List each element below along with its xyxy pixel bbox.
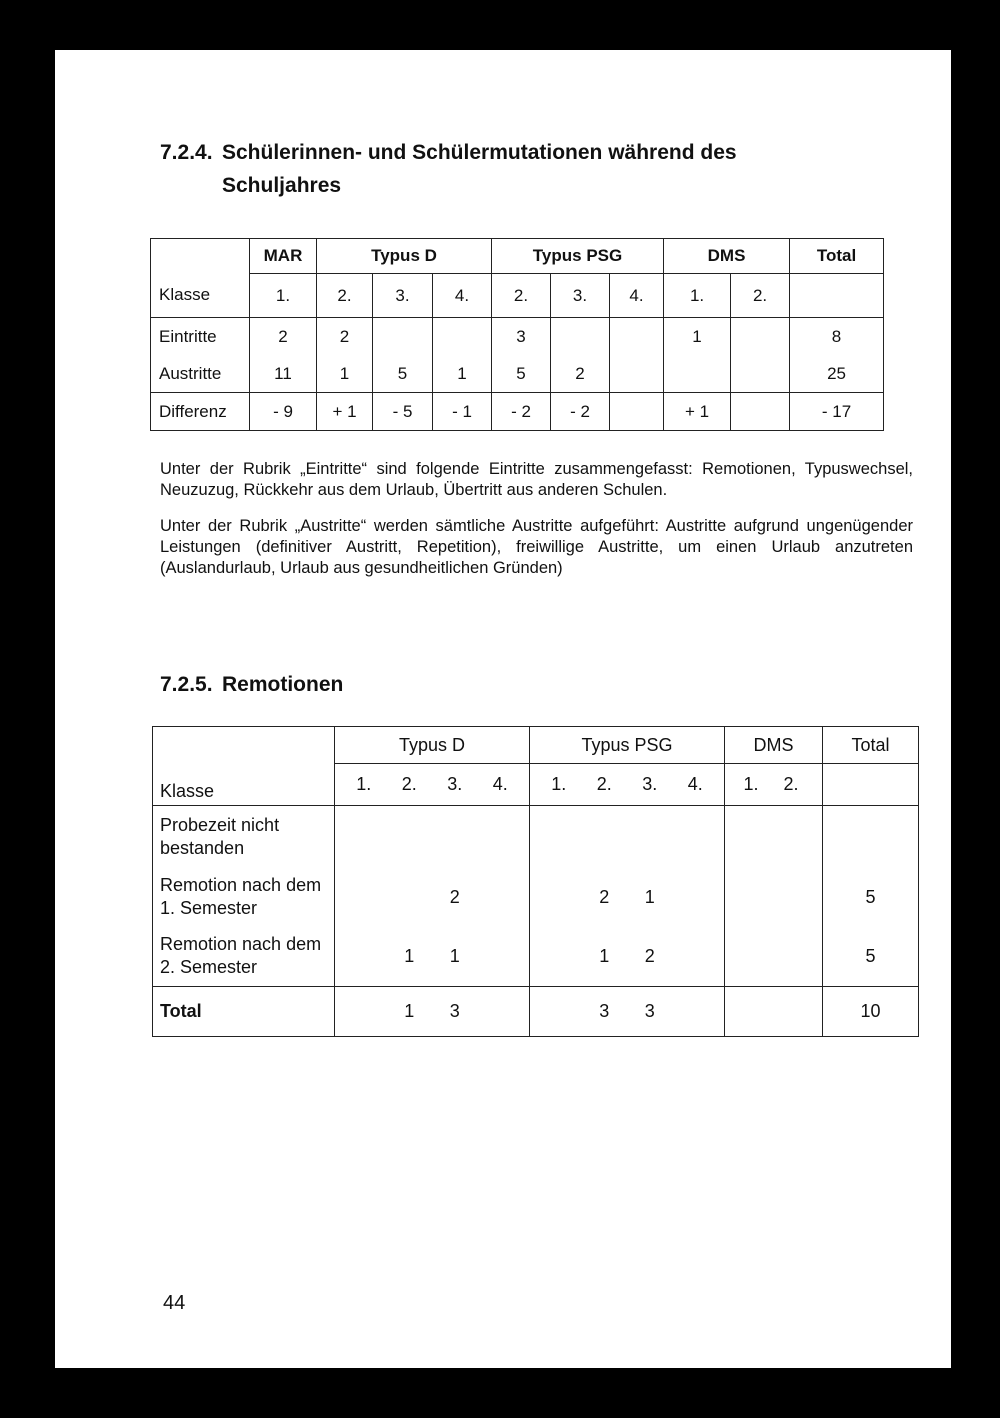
table-cell <box>539 887 579 908</box>
klasse-cell: 3. <box>642 774 658 794</box>
klasse-cell: 1. <box>250 274 317 318</box>
table-cell: 1 <box>599 945 610 966</box>
row-label: Austritte <box>151 356 250 393</box>
table-cell <box>344 887 384 908</box>
table-cell <box>373 318 433 357</box>
table-row <box>153 927 919 987</box>
klasse-label: Klasse <box>151 274 250 318</box>
table-cell: 2 <box>551 356 610 393</box>
klasse-cell: 1. <box>664 274 731 318</box>
table-cell: 25 <box>790 356 884 393</box>
row-label: Differenz <box>151 393 250 431</box>
klasse-cell: 3. <box>551 274 610 318</box>
table-cell: 3 <box>599 1001 610 1021</box>
table-cell: 5 <box>823 927 919 987</box>
klasse-cell: 1. <box>743 774 759 794</box>
row-label: Probezeit nicht bestanden <box>153 806 335 868</box>
group-header: Total <box>790 239 884 274</box>
table-cell: 1 <box>317 356 373 393</box>
table-cell <box>344 946 384 967</box>
table-cell <box>675 887 715 908</box>
table-cell <box>433 318 492 357</box>
table-row <box>153 806 919 868</box>
table-cell: 2 <box>644 945 655 966</box>
group-header: DMS <box>664 239 790 274</box>
klasse-label: Klasse <box>153 764 335 806</box>
table-cell <box>610 356 664 393</box>
section-number: 7.2.5. <box>160 673 213 696</box>
table-cell <box>539 946 579 967</box>
klasse-cell: 2. <box>596 774 612 794</box>
klasse-cell: 2. <box>783 774 799 794</box>
table-cell: 1 <box>433 356 492 393</box>
table-cell: 1 <box>404 945 415 966</box>
table-row <box>153 868 919 927</box>
group-header: Typus D <box>335 727 530 764</box>
table-cell: 1 <box>449 945 460 966</box>
table-cell: + 1 <box>664 393 731 431</box>
group-header: DMS <box>725 727 823 764</box>
table-cell: - 2 <box>551 393 610 431</box>
table-cell <box>731 318 790 357</box>
klasse-cell: 2. <box>317 274 373 318</box>
table-cell <box>675 1001 715 1022</box>
section-number: 7.2.4. <box>160 141 213 164</box>
remotionen-table <box>152 726 919 1037</box>
group-header: Typus PSG <box>530 727 725 764</box>
group-header: Typus D <box>317 239 492 274</box>
table-header-groups <box>153 727 919 764</box>
table-cell <box>610 393 664 431</box>
table-cell: 8 <box>790 318 884 357</box>
table-cell <box>823 806 919 868</box>
row-label: Eintritte <box>151 318 250 357</box>
klasse-cell: 3. <box>447 774 463 794</box>
paragraph-austritte: Unter der Rubrik „Austritte“ werden sämtliche Austritte aufgeführt: Austritte aufgrund ungenügender Leistungen (definitiver Austritt, Repetition), freiwillige Austritte, um einen Urlaub anzutreten (Auslandurlaub, Urlaub aus gesundheitlichen Gründen) <box>160 517 913 577</box>
table-cell: + 1 <box>317 393 373 431</box>
page-number: 44 <box>163 1292 186 1314</box>
table-cell <box>731 393 790 431</box>
klasse-cell: 2. <box>401 774 417 794</box>
section-heading-7-2-5 <box>160 668 343 701</box>
table-cell: 3 <box>644 1001 655 1021</box>
table-cell: - 9 <box>250 393 317 431</box>
section-title-line2: Schuljahres <box>222 174 342 197</box>
row-label: Remotion nach dem 2. Semester <box>153 927 335 987</box>
table-cell: 3 <box>492 318 551 357</box>
table-cell: 1 <box>644 886 655 907</box>
table-cell: - 5 <box>373 393 433 431</box>
table-cell: - 1 <box>433 393 492 431</box>
table-cell <box>731 356 790 393</box>
table-cell: 2 <box>250 318 317 357</box>
table-cell <box>551 318 610 357</box>
table-cell: 10 <box>823 987 919 1037</box>
table-cell: 1 <box>404 1001 415 1021</box>
table-cell: 2 <box>449 886 460 907</box>
table-cell: 3 <box>449 1001 460 1021</box>
document-page <box>55 50 951 1368</box>
klasse-cell: 4. <box>433 274 492 318</box>
table-cell: 2 <box>599 886 610 907</box>
group-header: MAR <box>250 239 317 274</box>
table-header-groups <box>151 239 884 274</box>
row-label: Total <box>153 987 335 1037</box>
table-cell <box>480 946 520 967</box>
table-cell <box>610 318 664 357</box>
table-cell: 2 <box>317 318 373 357</box>
table-cell <box>480 1001 520 1022</box>
mutations-table <box>150 238 884 431</box>
table-row <box>151 356 884 393</box>
table-row <box>151 318 884 357</box>
table-cell <box>664 356 731 393</box>
table-cell <box>539 1001 579 1022</box>
klasse-cell: 1. <box>551 774 567 794</box>
table-cell <box>480 887 520 908</box>
klasse-cell: 4. <box>687 774 703 794</box>
table-cell <box>675 946 715 967</box>
table-cell: 5 <box>823 868 919 927</box>
table-header-klassen <box>151 274 884 318</box>
klasse-cell: 4. <box>610 274 664 318</box>
klasse-cell: 2. <box>731 274 790 318</box>
table-cell: 5 <box>492 356 551 393</box>
paragraph-eintritte: Unter der Rubrik „Eintritte“ sind folgende Eintritte zusammengefasst: Remotionen, Typuswechsel, Neuzuzug, Rückkehr aus dem Urlaub, Übertritt aus anderen Schulen. <box>160 460 913 499</box>
table-row <box>151 393 884 431</box>
section-title-line1: Schülerinnen- und Schülermutationen während des <box>222 141 737 164</box>
table-cell: - 2 <box>492 393 551 431</box>
table-cell: 11 <box>250 356 317 393</box>
table-header-klassen <box>153 764 919 806</box>
group-header: Typus PSG <box>492 239 664 274</box>
table-cell: 1 <box>664 318 731 357</box>
table-cell <box>389 887 429 908</box>
table-cell: 5 <box>373 356 433 393</box>
table-cell <box>344 1001 384 1022</box>
table-cell: - 17 <box>790 393 884 431</box>
group-header: Total <box>823 727 919 764</box>
table-row-total <box>153 987 919 1037</box>
klasse-cell: 2. <box>492 274 551 318</box>
section-title: Remotionen <box>222 673 344 696</box>
klasse-cell: 4. <box>492 774 508 794</box>
row-label: Remotion nach dem 1. Semester <box>153 868 335 927</box>
section-heading-7-2-4 <box>160 136 737 202</box>
klasse-cell: 1. <box>356 774 372 794</box>
klasse-cell: 3. <box>373 274 433 318</box>
